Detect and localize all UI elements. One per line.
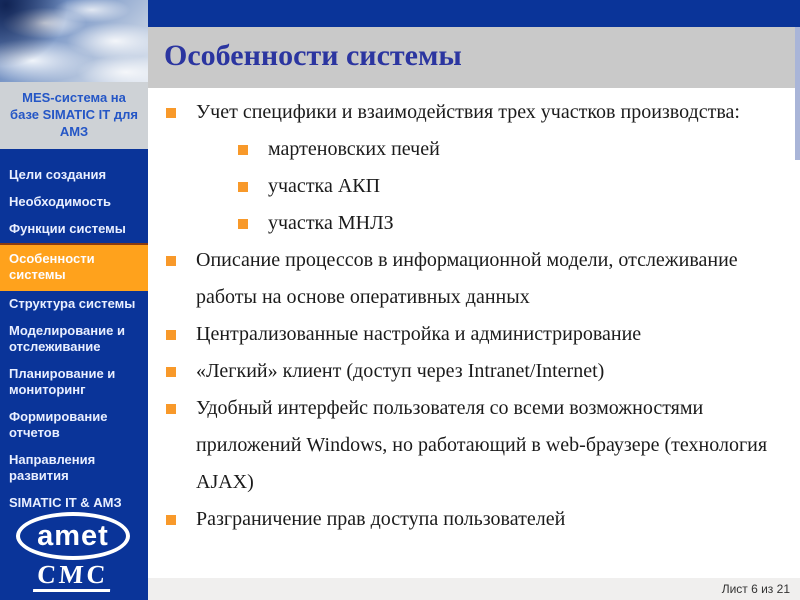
page-number: Лист 6 из 21 [721,582,790,596]
bullet-text: Разграничение прав доступа пользователей [196,508,566,530]
bullet-item [166,242,792,316]
bullet-item [166,390,792,501]
sidebar-item-planning-monitoring[interactable]: Планирование и мониторинг [9,366,116,397]
sidebar-item-structure[interactable]: Структура системы [9,296,136,311]
amet-logo [16,512,130,560]
bullet-text: «Легкий» клиент (доступ через Intranet/Internet) [196,360,605,382]
right-edge-strip [795,27,800,160]
slide-content [148,88,800,578]
sub-bullet-text: мартеновских печей [268,138,440,160]
orange-square-bullet-icon [166,256,176,266]
bullet-text: Учет специфики и взаимодействия трех участков производства: [196,101,740,123]
orange-square-bullet-icon [238,182,248,192]
bullet-list [148,88,800,538]
top-blue-bar [148,0,800,27]
orange-square-bullet-icon [238,145,248,155]
sidebar-item-reports[interactable]: Формирование отчетов [9,409,108,440]
orange-square-bullet-icon [166,404,176,414]
sub-bullet-text: участка АКП [268,175,381,197]
sub-bullet-item [166,205,792,242]
cmc-logo-text: СМС [36,560,110,589]
sidebar-item-necessity[interactable]: Необходимость [9,194,111,209]
sub-bullet-text: участка МНЛЗ [268,212,394,234]
sidebar-item-features-active[interactable]: Особенности системы [0,243,148,291]
title-band [148,27,800,88]
bullet-item [166,353,792,390]
bullet-text: Удобный интерфейс пользователя со всеми возможностями приложений Windows, но работающий в web-браузере (технология AJAX) [196,397,768,493]
bullet-item [166,501,792,538]
sidebar-nav [0,149,148,517]
amet-logo-text: amet [37,519,109,552]
orange-square-bullet-icon [166,367,176,377]
orange-square-bullet-icon [166,330,176,340]
footer-bar [148,578,800,600]
sub-bullet-item [166,131,792,168]
sidebar [0,0,148,600]
sub-bullet-item [166,168,792,205]
orange-square-bullet-icon [166,108,176,118]
project-title: MES-система на базе SIMATIC IT для АМЗ [0,82,148,149]
sidebar-item-simatic-amz[interactable]: SIMATIC IT & АМЗ [9,495,122,510]
orange-square-bullet-icon [166,515,176,525]
bullet-text: Централизованные настройка и администрирование [196,323,642,345]
page-title: Особенности системы [164,39,462,72]
sidebar-item-modeling-tracking[interactable]: Моделирование и отслеживание [9,323,125,354]
sky-clouds-image [0,0,148,82]
sidebar-item-functions[interactable]: Функции системы [9,221,126,236]
bullet-text: Описание процессов в информационной модели, отслеживание работы на основе оперативных данных [196,249,738,308]
bullet-item [166,94,792,131]
cmc-logo [33,562,112,592]
sidebar-item-development[interactable]: Направления развития [9,452,96,483]
sidebar-item-goals[interactable]: Цели создания [9,167,107,182]
bullet-item [166,316,792,353]
orange-square-bullet-icon [238,219,248,229]
